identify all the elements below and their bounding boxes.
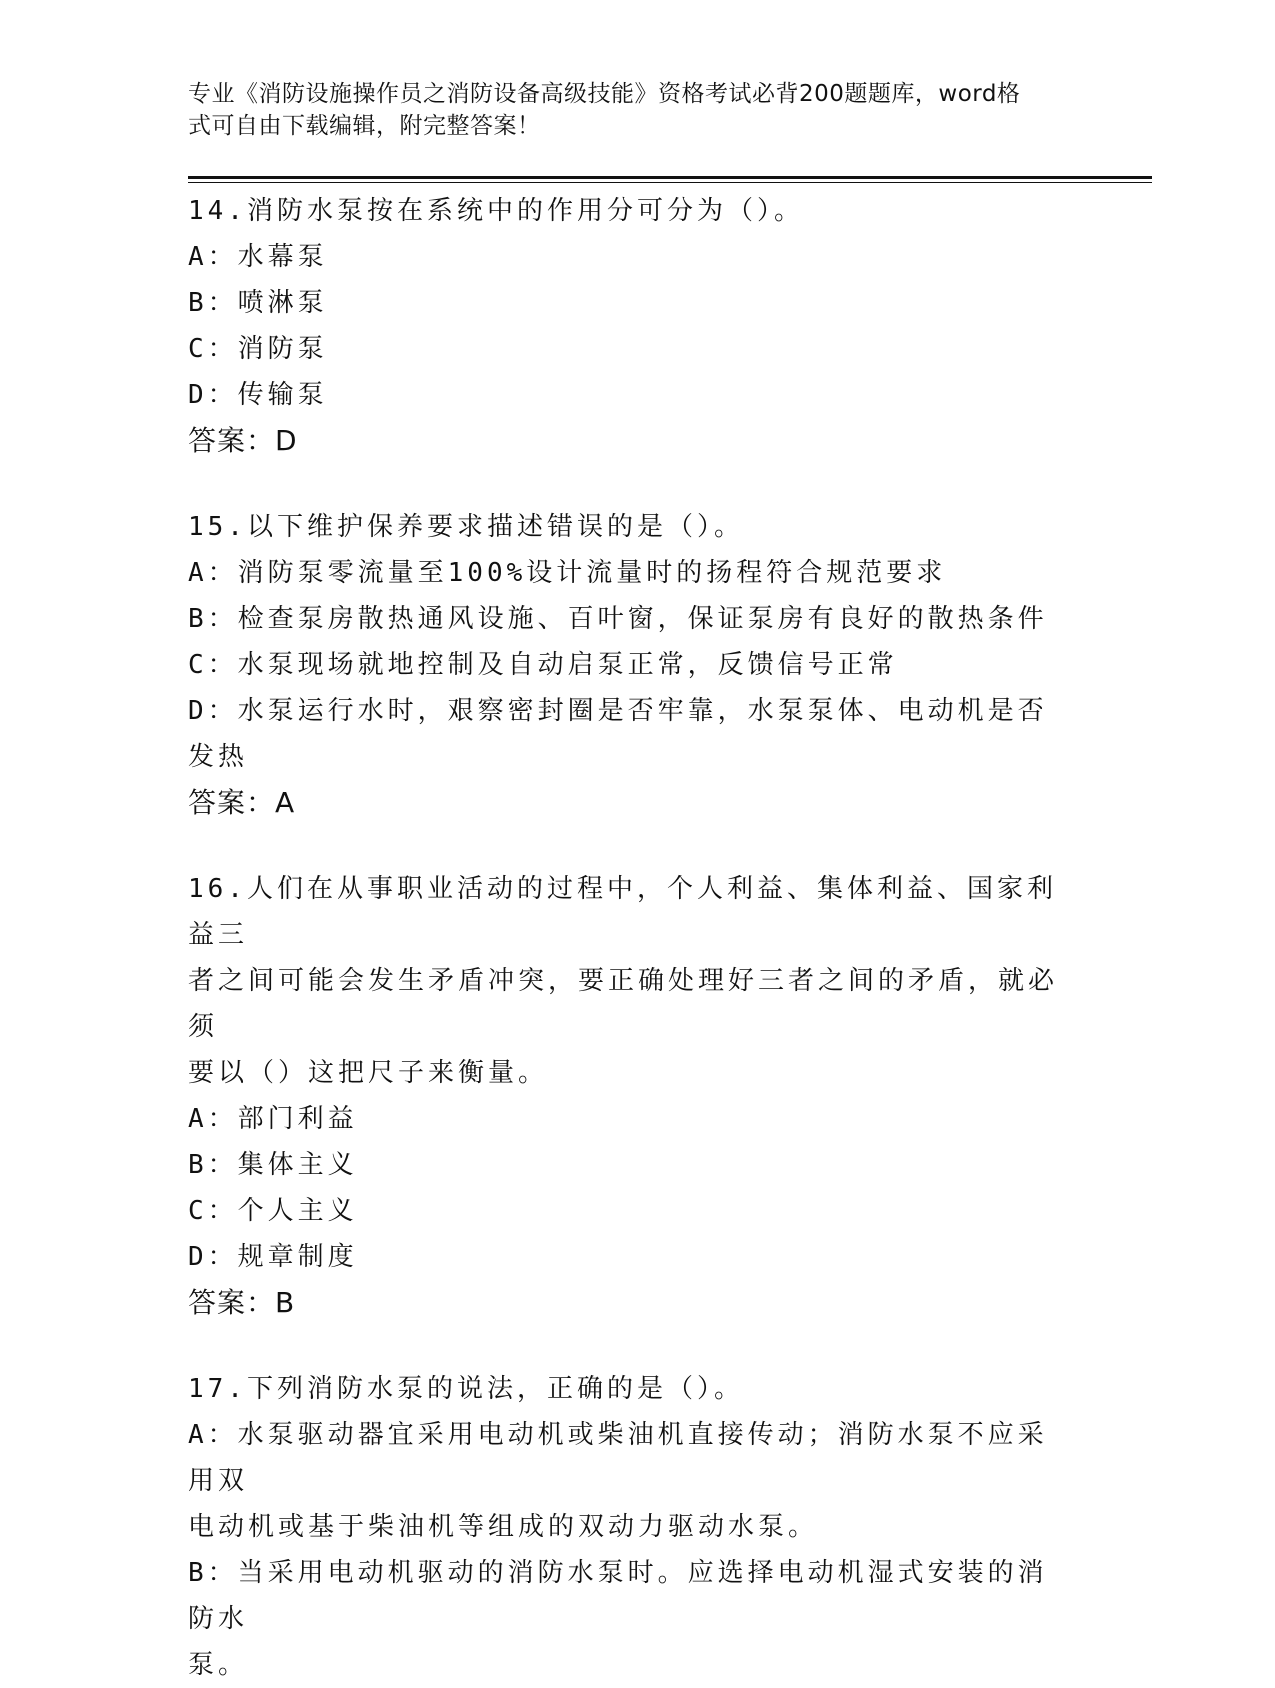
header-line-1: 专业《消防设施操作员之消防设备高级技能》资格考试必背200题题库，word格 bbox=[188, 81, 1021, 107]
question-stem-line-2: 者之间可能会发生矛盾冲突，要正确处理好三者之间的矛盾，就必须 bbox=[188, 966, 1059, 1042]
option-b-line-1: B：当采用电动机驱动的消防水泵时。应选择电动机湿式安装的消防水 bbox=[188, 1558, 1048, 1634]
question-list bbox=[188, 188, 1068, 1688]
option-d: D：水泵运行水时，艰察密封圈是否牢靠，水泵泵体、电动机是否发热 bbox=[188, 696, 1048, 772]
question-15 bbox=[188, 504, 1068, 826]
header-rule-thin bbox=[188, 182, 1152, 183]
question-stem: 15.以下维护保养要求描述错误的是（）。 bbox=[188, 512, 744, 542]
option-a: A：部门利益 bbox=[188, 1104, 358, 1134]
question-16 bbox=[188, 866, 1068, 1326]
option-d: D：传输泵 bbox=[188, 380, 328, 410]
option-d: D：规章制度 bbox=[188, 1242, 358, 1272]
header-rule-thick bbox=[188, 176, 1152, 179]
answer-label: 答案：D bbox=[188, 424, 298, 457]
document-header bbox=[188, 78, 1068, 142]
answer-label: 答案：B bbox=[188, 1286, 296, 1319]
option-a: A：水幕泵 bbox=[188, 242, 328, 272]
option-b: B：检查泵房散热通风设施、百叶窗，保证泵房有良好的散热条件 bbox=[188, 604, 1048, 634]
question-stem: 14.消防水泵按在系统中的作用分可分为（）。 bbox=[188, 196, 804, 226]
question-stem-line-3: 要以（）这把尺子来衡量。 bbox=[188, 1058, 549, 1088]
option-b-line-2: 泵。 bbox=[188, 1650, 249, 1680]
option-a-line-2: 电动机或基于柴油机等组成的双动力驱动水泵。 bbox=[188, 1512, 819, 1542]
option-b: B：集体主义 bbox=[188, 1150, 358, 1180]
question-14 bbox=[188, 188, 1068, 464]
option-a-line-1: A：水泵驱动器宜采用电动机或柴油机直接传动；消防水泵不应采用双 bbox=[188, 1420, 1048, 1496]
option-c: C：消防泵 bbox=[188, 334, 328, 364]
answer-label: 答案：A bbox=[188, 786, 296, 819]
question-17 bbox=[188, 1366, 1068, 1688]
option-a: A：消防泵零流量至100%设计流量时的扬程符合规范要求 bbox=[188, 558, 947, 588]
header-line-2: 式可自由下载编辑，附完整答案！ bbox=[188, 113, 541, 139]
question-stem: 17.下列消防水泵的说法，正确的是（）。 bbox=[188, 1374, 744, 1404]
question-stem-line-1: 16.人们在从事职业活动的过程中，个人利益、集体利益、国家利益三 bbox=[188, 874, 1057, 950]
option-c: C：个人主义 bbox=[188, 1196, 358, 1226]
option-b: B：喷淋泵 bbox=[188, 288, 328, 318]
option-c: C：水泵现场就地控制及自动启泵正常，反馈信号正常 bbox=[188, 650, 898, 680]
